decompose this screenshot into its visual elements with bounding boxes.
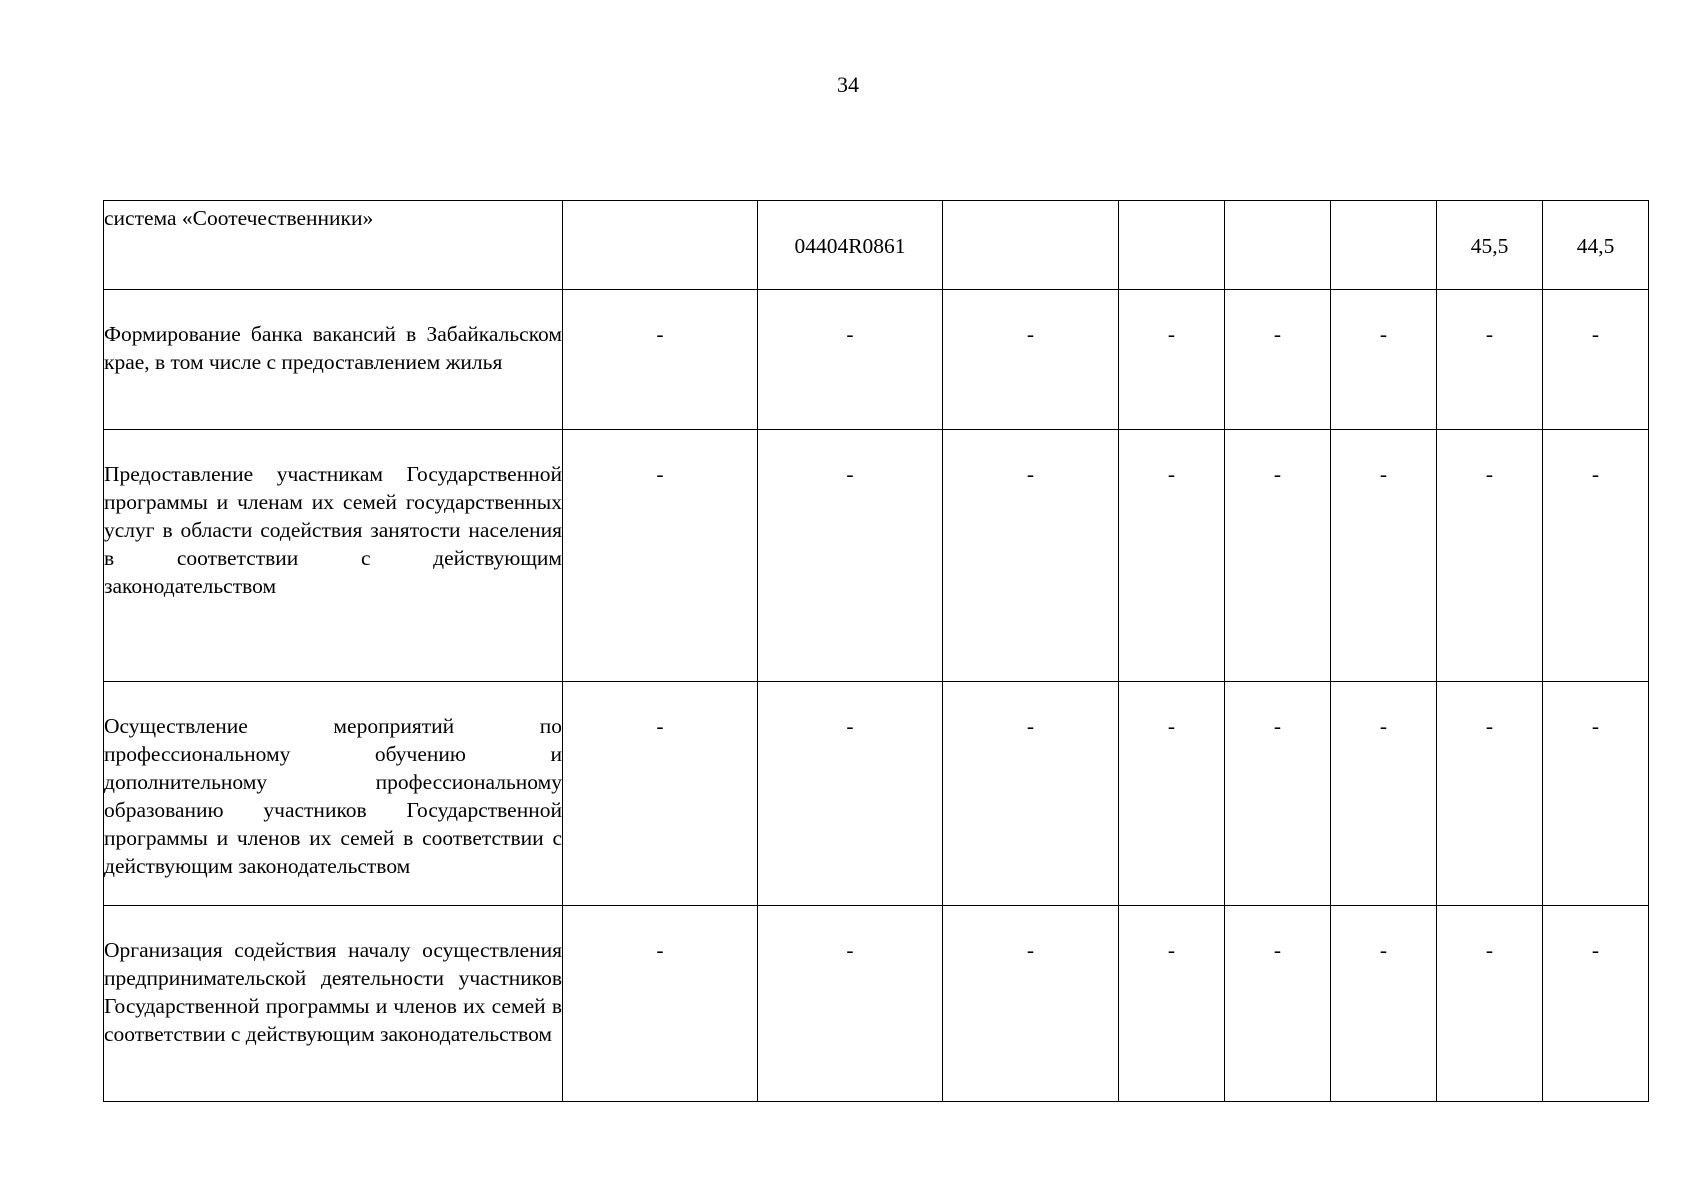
dash-cell: - bbox=[943, 906, 1119, 1102]
dash-cell: - bbox=[758, 430, 943, 682]
table-cell bbox=[1331, 201, 1437, 290]
dash-cell: - bbox=[1437, 290, 1543, 430]
dash-cell: - bbox=[1119, 430, 1225, 682]
table-cell bbox=[1119, 201, 1225, 290]
table-row bbox=[104, 430, 1649, 682]
dash-cell: - bbox=[758, 290, 943, 430]
row-description: Предоставление участникам Государственной программы и членам их семей государственных услуг в области содействия занятости населения в соответствии с действующим законодательством bbox=[104, 430, 563, 682]
budget-code-cell: 04404R0861 bbox=[758, 201, 943, 290]
dash-cell: - bbox=[758, 906, 943, 1102]
table-row bbox=[104, 201, 1649, 290]
dash-cell: - bbox=[1331, 430, 1437, 682]
table-row bbox=[104, 906, 1649, 1102]
dash-cell: - bbox=[563, 430, 758, 682]
dash-cell: - bbox=[1225, 906, 1331, 1102]
dash-cell: - bbox=[1543, 290, 1649, 430]
dash-cell: - bbox=[943, 430, 1119, 682]
dash-cell: - bbox=[1225, 290, 1331, 430]
dash-cell: - bbox=[563, 682, 758, 906]
dash-cell: - bbox=[1331, 290, 1437, 430]
dash-cell: - bbox=[1437, 682, 1543, 906]
row-description: Осуществление мероприятий по профессиональному обучению и дополнительному профессиональному образованию участников Государственной программы и членов их семей в соответствии с действующим законодательством bbox=[104, 682, 563, 906]
program-table bbox=[103, 200, 1649, 1102]
value-cell: 44,5 bbox=[1543, 201, 1649, 290]
row-description: Организация содействия началу осуществления предпринимательской деятельности участников Государственной программы и членов их семей в соответствии с действующим законодательством bbox=[104, 906, 563, 1102]
dash-cell: - bbox=[563, 906, 758, 1102]
dash-cell: - bbox=[1331, 682, 1437, 906]
table-row bbox=[104, 682, 1649, 906]
row-description: система «Соотечественники» bbox=[104, 201, 563, 290]
dash-cell: - bbox=[1225, 430, 1331, 682]
dash-cell: - bbox=[1437, 906, 1543, 1102]
dash-cell: - bbox=[1437, 430, 1543, 682]
row-description: Формирование банка вакансий в Забайкальском крае, в том числе с предоставлением жилья bbox=[104, 290, 563, 430]
dash-cell: - bbox=[1119, 682, 1225, 906]
page-number: 34 bbox=[837, 72, 859, 97]
dash-cell: - bbox=[1119, 906, 1225, 1102]
dash-cell: - bbox=[563, 290, 758, 430]
dash-cell: - bbox=[1543, 430, 1649, 682]
table-row bbox=[104, 290, 1649, 430]
table-cell bbox=[1225, 201, 1331, 290]
dash-cell: - bbox=[1543, 682, 1649, 906]
value-cell: 45,5 bbox=[1437, 201, 1543, 290]
table-cell bbox=[943, 201, 1119, 290]
dash-cell: - bbox=[758, 682, 943, 906]
dash-cell: - bbox=[943, 290, 1119, 430]
table-cell bbox=[563, 201, 758, 290]
dash-cell: - bbox=[1543, 906, 1649, 1102]
dash-cell: - bbox=[943, 682, 1119, 906]
dash-cell: - bbox=[1119, 290, 1225, 430]
dash-cell: - bbox=[1225, 682, 1331, 906]
dash-cell: - bbox=[1331, 906, 1437, 1102]
